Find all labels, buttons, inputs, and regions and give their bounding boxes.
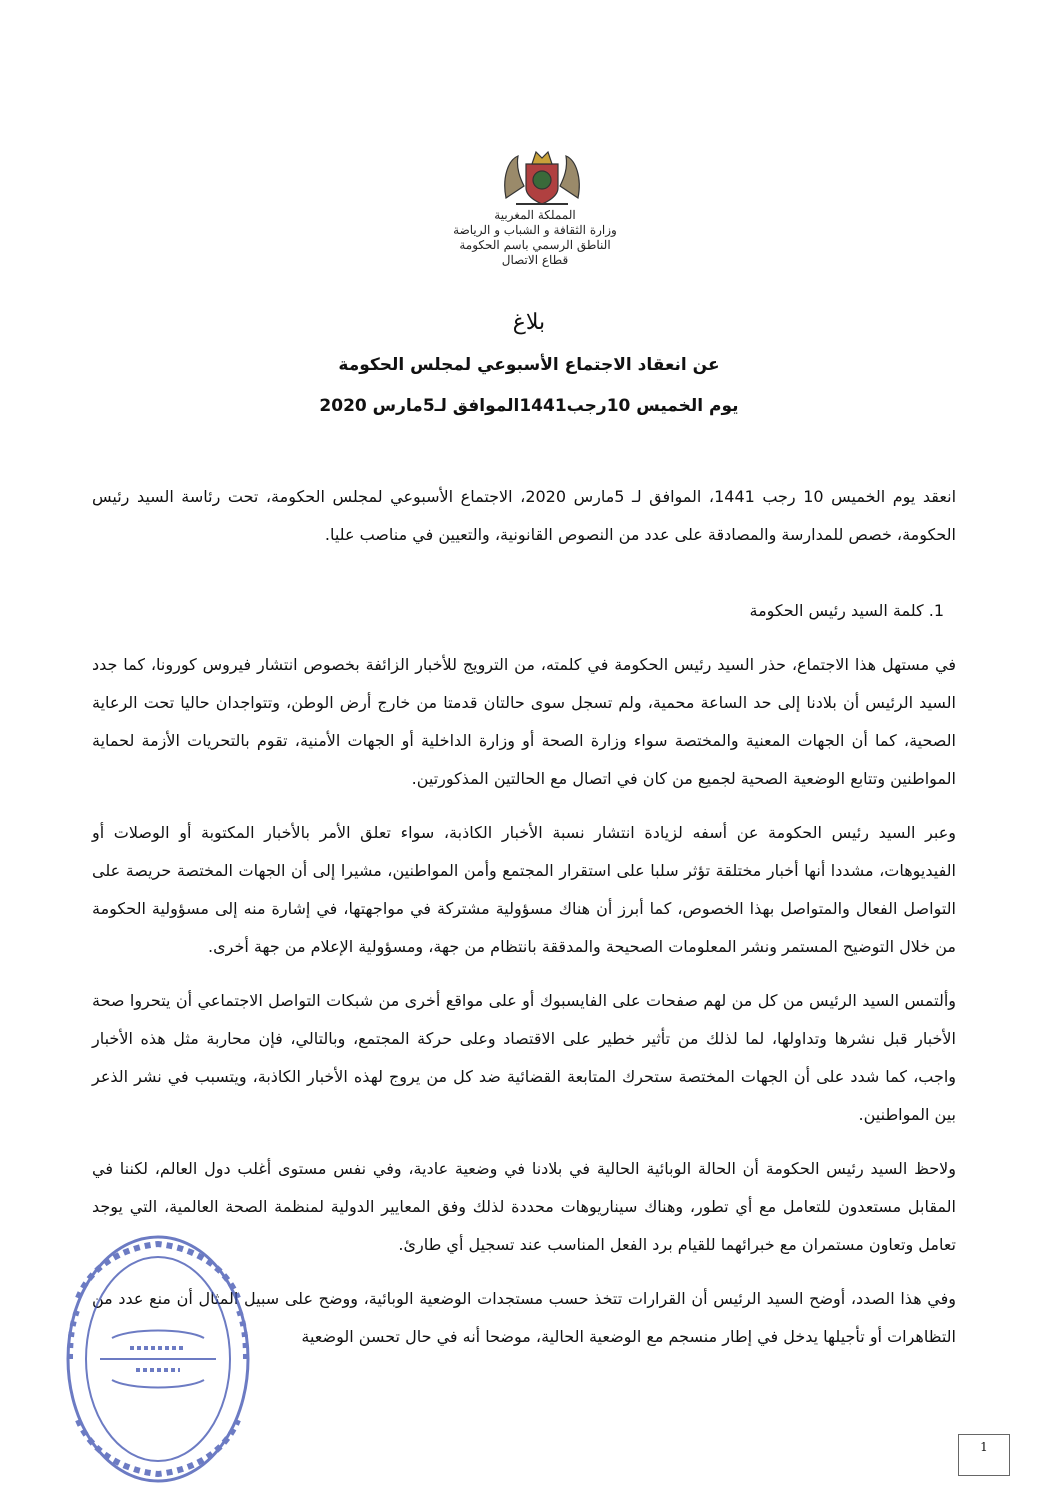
document-date: يوم الخميس 10رجب1441الموافق لـ5مارس 2020 — [319, 396, 739, 416]
body-paragraph: ولاحظ السيد رئيس الحكومة أن الحالة الوبائية الحالية في بلادنا في وضعية عادية، وفي نفس مستوى أغلب دول العالم، لكننا في المقابل مستعدون للتعامل مع أي تطور، وهناك سيناريوهات محددة لذلك وفق المعايير الدولية لمنظمة الصحة العالمية، التي يوجد تعامل وتعاون مستمران مع خبرائهما للقيام برد الفعل المناسب عند تسجيل أي طارئ. — [92, 1159, 956, 1254]
header-line-sector: قطاع الاتصال — [501, 253, 569, 267]
royal-emblem-icon — [496, 138, 588, 210]
intro-paragraph: انعقد يوم الخميس 10 رجب 1441، الموافق لـ 5مارس 2020، الاجتماع الأسبوعي لمجلس الحكومة، تحت رئاسة السيد رئيس الحكومة، خصص للمدارسة والمصادقة على عدد من النصوص القانونية، والتعيين في مناصب عليا. — [92, 487, 957, 544]
document-subtitle: عن انعقاد الاجتماع الأسبوعي لمجلس الحكومة — [338, 355, 720, 375]
ministry-header — [420, 208, 650, 268]
body-paragraph: وألتمس السيد الرئيس من كل من لهم صفحات على الفايسبوك أو على مواقع أخرى من شبكات التواصل الاجتماعي أن يتحروا صحة الأخبار قبل نشرها وتداولها، لما لذلك من تأثير خطير على الاقتصاد وعلى حركة المجتمع، وبالتالي، فإن محاربة مثل هذه الأخبار واجب، كما شدد على أن الجهات المختصة ستحرك المتابعة القضائية ضد كل من يروج لهذه الأخبار الكاذبة، ويتسبب في نشر الذعر بين المواطنين. — [92, 991, 956, 1124]
section-heading: 1. كلمة السيد رئيس الحكومة — [749, 601, 944, 620]
page-number-text: 1 — [980, 1440, 988, 1454]
header-line-ministry: وزارة الثقافة و الشباب و الرياضة — [453, 223, 617, 237]
body-paragraph: وفي هذا الصدد، أوضح السيد الرئيس أن القرارات تتخذ حسب مستجدات الوضعية الوبائية، ووضح على سبيل المثال أن منع عدد من التظاهرات أو تأجيلها يدخل في إطار منسجم مع الوضعية الحالية، موضحا أنه في حال تحسن الوضعية — [92, 1289, 956, 1346]
header-line-kingdom: المملكة المغربية — [494, 208, 576, 222]
page-number — [958, 1434, 1010, 1476]
body-paragraph: في مستهل هذا الاجتماع، حذر السيد رئيس الحكومة في كلمته، من الترويج للأخبار الزائفة بخصوص انتشار فيروس كورونا، كما جدد السيد الرئيس أن بلادنا إلى حد الساعة محمية، ولم تسجل سوى حالتان قدمتا من خارج أرض الوطن، وتتواجدان حاليا تحت الرعاية الصحية، كما أن الجهات المعنية والمختصة سواء وزارة الصحة أو وزارة الداخلية أو الجهات الأمنية، تقوم بالتحريات الأزمة لحماية المواطنين وتتابع الوضعية الصحية لجميع من كان في اتصال مع الحالتين المذكورتين. — [92, 655, 956, 788]
body-paragraph: وعبر السيد رئيس الحكومة عن أسفه لزيادة انتشار نسبة الأخبار الكاذبة، سواء تعلق الأمر بالأخبار المكتوبة أو الوصلات أو الفيديوهات، مشددا أنها أخبار مختلقة تؤثر سلبا على استقرار المجتمع وأمن المواطنين، مشيرا إلى أن الجهات المختصة حريصة على التواصل الفعال والمتواصل بهذا الخصوص، كما أبرز أن هناك مسؤولية مشتركة في مواجهتها، في إشارة منه إلى مسؤولية الحكومة من خلال التوضيح المستمر ونشر المعلومات الصحيحة والمدققة بانتظام من جهة، ومسؤولية الإعلام من جهة أخرى. — [92, 823, 956, 956]
document-title: بلاغ — [512, 310, 546, 335]
header-line-spokesman: الناطق الرسمي باسم الحكومة — [459, 238, 611, 252]
official-stamp — [60, 1228, 256, 1490]
